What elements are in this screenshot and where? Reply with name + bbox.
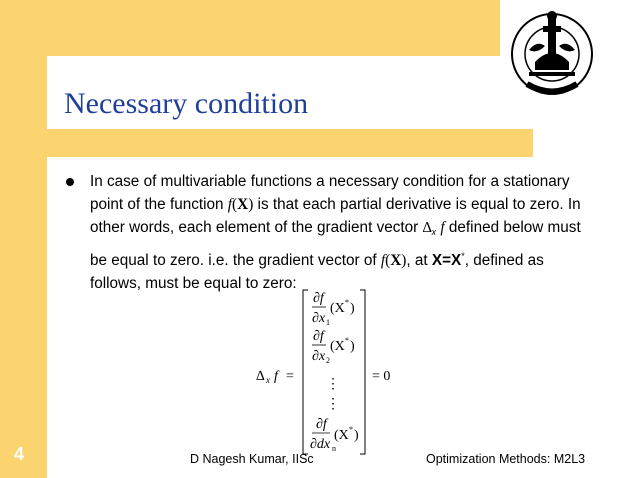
slide-number: 4	[14, 444, 25, 464]
title-underline-band	[47, 129, 533, 157]
row1-denominator: ∂x	[312, 311, 326, 326]
left-bracket	[303, 290, 308, 454]
function-f-2: f	[380, 251, 386, 269]
bullet-text-1: In case of multivariable functions a necessary condition for a stationary point of the function	[90, 173, 570, 214]
rown-arg: (X	[334, 428, 349, 443]
row2-denominator: ∂x	[312, 349, 326, 364]
footer-course: Optimization Methods: M2L3	[426, 452, 586, 466]
gradient-f: f	[440, 219, 445, 237]
footer-author: D Nagesh Kumar, IISc	[190, 452, 314, 466]
star-superscript: *	[461, 250, 465, 261]
function-arg-x: X	[237, 196, 249, 214]
lhs-delta: ∆	[256, 369, 265, 384]
x-equals-xstar: X=X	[431, 251, 462, 269]
rown-subscript: n	[332, 444, 336, 453]
row2-arg: (X	[330, 339, 345, 354]
gradient-symbol: ∆	[422, 220, 432, 237]
rown-numerator: ∂f	[316, 417, 327, 432]
row1-arg: (X	[330, 301, 345, 316]
bullet-dot	[66, 178, 74, 186]
row2-arg-star: *	[345, 336, 349, 345]
vdots-2: ⋮	[326, 397, 340, 412]
top-accent-band	[0, 0, 500, 56]
paren-open-2: (	[385, 251, 391, 269]
rown-arg-close: )	[354, 428, 359, 443]
rhs-zero: = 0	[372, 369, 391, 384]
paren-open: (	[232, 196, 238, 214]
row2-arg-close: )	[350, 339, 355, 354]
bullet-text-2: is that each partial derivative is equal to zero. In other words, each element of the gradient vector	[90, 196, 581, 237]
right-bracket	[360, 290, 365, 454]
bullet-text-4: , at	[406, 251, 432, 269]
row1-numerator: ∂f	[313, 291, 324, 306]
function-f: f	[227, 196, 233, 214]
bullet-paragraph	[90, 170, 590, 295]
bullet-text-3: defined below must be equal to zero. i.e. the gradient vector of	[90, 219, 581, 269]
paren-close-2: )	[401, 251, 407, 269]
vdots-1: ⋮	[326, 377, 340, 392]
rown-arg-star: *	[349, 425, 353, 434]
gradient-subscript: x	[431, 227, 437, 238]
rown-denominator: ∂dx	[310, 437, 331, 452]
slide-title: Necessary condition	[64, 87, 309, 120]
bullet-text-5: , defined as follows, must be equal to zero:	[90, 251, 544, 292]
row1-subscript: 1	[326, 318, 330, 327]
lhs-f: f	[274, 369, 278, 384]
function-arg-x-2: X	[390, 251, 402, 269]
institute-logo-icon	[507, 4, 597, 99]
lhs-equals: =	[286, 369, 294, 384]
row2-subscript: 2	[326, 356, 330, 365]
row1-arg-close: )	[350, 301, 355, 316]
gradient-equation	[250, 286, 420, 458]
left-accent-band	[0, 0, 47, 478]
paren-close: )	[248, 196, 254, 214]
lhs-subscript: x	[266, 375, 270, 385]
row1-arg-star: *	[345, 298, 349, 307]
row2-numerator: ∂f	[313, 329, 324, 344]
